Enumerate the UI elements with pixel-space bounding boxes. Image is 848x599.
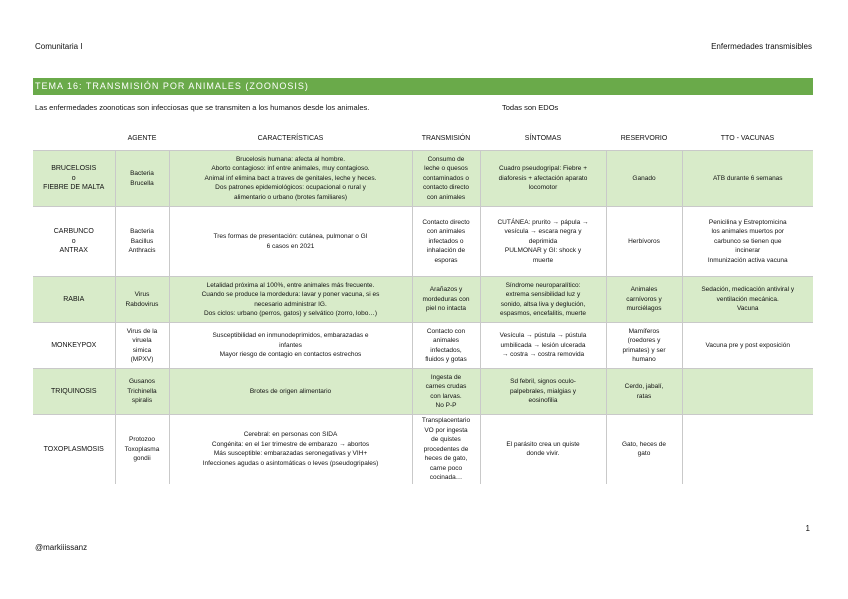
cell-line: contaminados o (423, 174, 469, 182)
cell-line: PULMONAR y GI: shock y (504, 247, 582, 255)
cell-line: Cerdo, jabalí, (624, 383, 664, 390)
cell-line: Bacteria (130, 228, 154, 236)
cell-reservorio (606, 277, 682, 323)
cell-line: Protozoo (128, 436, 156, 443)
cell-sintomas (480, 207, 606, 277)
cell-name (33, 277, 115, 323)
cell-caracteristicas (169, 369, 412, 415)
cell-line: Congénita: en el 1er trimestre de embarazo → abortos (211, 440, 370, 448)
column-header-agente: AGENTE (127, 134, 157, 142)
cell-line: gato (637, 450, 651, 458)
cell-line: TOXOPLASMOSIS (43, 445, 104, 453)
cell-line: inhalación de (426, 247, 466, 255)
cell-line: leche o quesos (424, 165, 468, 173)
cell-line: espasmos, encefalitis, muerte (500, 310, 586, 317)
cell-line: Brucelosis humana: afecta al hombre. (235, 155, 346, 163)
cell-line: Sedación, medicación antiviral y (701, 286, 795, 294)
table-row (33, 277, 813, 323)
cell-line: Rabdovirus (125, 300, 159, 308)
cell-line: o (71, 174, 76, 182)
cell-sintomas (480, 415, 606, 484)
cell-line: con animales (426, 193, 466, 201)
cell-line: Cerebral: en personas con SIDA (243, 431, 338, 439)
cell-line: 6 casos en 2021 (266, 242, 315, 250)
cell-line: Herbívoros (628, 237, 660, 245)
cell-line: Gato, heces de (621, 440, 667, 448)
cell-line: (roedores y (627, 337, 661, 344)
cell-agente (115, 207, 169, 277)
cell-line: Sd febril, signos oculo- (510, 378, 576, 386)
cell-line: Dos patrones epidemiológicos: ocupacional o rural y (215, 184, 366, 192)
cell-line: heces de gato, (424, 455, 468, 462)
header-subject: Comunitaria I (35, 42, 83, 51)
cell-reservorio (606, 151, 682, 207)
footer-handle: @markiiissanz (35, 543, 88, 552)
cell-line: Trichinella (127, 387, 157, 395)
cell-sintomas (480, 369, 606, 415)
cell-line: primates) y ser (622, 346, 666, 354)
cell-line: Susceptibilidad en inmunodeprimidos, embarazadas e (212, 332, 369, 340)
cell-line: Penicilina y Estreptomicina (708, 218, 787, 226)
cell-line: piel no intacta (425, 305, 467, 313)
cell-tto (682, 207, 813, 277)
cell-line: deprimida (528, 237, 558, 245)
cell-tto (682, 151, 813, 207)
cell-line: cocinada… (429, 474, 463, 481)
cell-line: ATB durante 6 semanas (712, 174, 783, 182)
table-row (33, 151, 813, 207)
cell-tto (682, 415, 813, 484)
header-topic: Enfermedades transmisibles (711, 42, 812, 51)
cell-line: Vesícula → pústula → pústula (499, 332, 587, 340)
cell-line: spiralis (131, 397, 153, 405)
cell-line: Gusanos (128, 378, 156, 386)
cell-line: Virus (134, 291, 150, 298)
cell-line: alimentario o urbano (brotes familiares) (233, 193, 348, 201)
cell-line: Contacto directo (422, 218, 470, 226)
cell-line: Ingesta de (430, 373, 462, 381)
table-row (33, 207, 813, 277)
cell-sintomas (480, 277, 606, 323)
cell-transmision (412, 323, 480, 369)
cell-line: umbilicada → lesión ulcerada (500, 341, 586, 349)
cell-transmision (412, 277, 480, 323)
cell-line: Cuadro pseudogripal: Fiebre + (499, 165, 587, 173)
cell-line: fluidos y gotas (425, 356, 467, 363)
cell-transmision (412, 415, 480, 484)
cell-line: CARBUNCO (53, 228, 94, 236)
cell-line: ANTRAX (59, 247, 88, 255)
cell-transmision (412, 369, 480, 415)
cell-line: carne poco (429, 464, 463, 472)
cell-line: Toxoplasma (124, 445, 160, 453)
cell-line: CUTÁNEA: prurito → pápula → (497, 218, 589, 226)
column-header-transmision: TRANSMISIÓN (421, 134, 471, 142)
cell-tto (682, 277, 813, 323)
cell-caracteristicas (169, 415, 412, 484)
cell-line: viruela (132, 337, 152, 344)
cell-line: los animales muertos por (711, 228, 785, 236)
cell-line: Vacuna pre y post exposición (705, 341, 790, 349)
cell-agente (115, 369, 169, 415)
cell-reservorio (606, 207, 682, 277)
column-header-caracteristicas: CARACTERÍSTICAS (257, 134, 324, 142)
intro-note: Todas son EDOs (502, 103, 559, 112)
cell-name (33, 207, 115, 277)
cell-sintomas (480, 323, 606, 369)
cell-line: Consumo de (427, 155, 465, 163)
page-number: 1 (805, 524, 810, 533)
cell-line: (MPXV) (130, 356, 154, 363)
cell-tto (682, 369, 813, 415)
cell-line: Anthracis (128, 247, 156, 255)
section-banner: TEMA 16: TRANSMISIÓN POR ANIMALES (ZOONOSIS) (33, 78, 813, 95)
cell-line: esporas (434, 256, 458, 264)
cell-agente (115, 323, 169, 369)
cell-line: MONKEYPOX (51, 341, 97, 349)
cell-line: contacto directo (423, 184, 469, 192)
cell-agente (115, 151, 169, 207)
cell-line: sonido, altsa liva y deglución, (500, 300, 586, 308)
cell-reservorio (606, 415, 682, 484)
table-row (33, 369, 813, 415)
cell-line: infectados o (428, 237, 464, 245)
column-header (33, 126, 115, 151)
cell-line: Arañazos y (429, 286, 463, 294)
cell-line: El parásito crea un quiste (506, 440, 580, 448)
zoonosis-table (33, 126, 813, 484)
cell-line: mordeduras con (422, 295, 470, 303)
cell-line: BRUCELOSIS (51, 165, 97, 173)
cell-line: Bacillus (130, 237, 154, 245)
table-header-row (33, 126, 813, 151)
cell-caracteristicas (169, 151, 412, 207)
cell-line: → costra → costra removida (501, 351, 585, 359)
cell-line: Inmunización activa vacuna (707, 256, 788, 264)
cell-line: ratas (636, 392, 652, 400)
cell-line: RABIA (63, 295, 85, 303)
column-header-tto-vacunas: TTO - VACUNAS (720, 134, 775, 142)
cell-line: Virus de la (126, 327, 158, 335)
cell-line: palpebrales, mialgias y (509, 387, 577, 395)
cell-caracteristicas (169, 277, 412, 323)
cell-line: Mamíferos (628, 327, 660, 335)
cell-line: Contacto con (426, 327, 466, 335)
cell-line: carnívoros y (626, 295, 662, 303)
cell-reservorio (606, 369, 682, 415)
cell-line: Animal inf elimina bact a traves de genitales, leche y heces. (204, 174, 377, 182)
cell-line: procedentes de (423, 445, 469, 453)
cell-line: Letalidad próxima al 100%, entre animales más frecuente. (206, 281, 375, 289)
cell-name (33, 151, 115, 207)
cell-line: Tres formas de presentación: cutánea, pulmonar o GI (213, 233, 368, 240)
cell-reservorio (606, 323, 682, 369)
cell-line: muerte (532, 256, 554, 264)
cell-line: o (71, 237, 76, 245)
cell-line: locomotor (528, 184, 558, 192)
cell-line: FIEBRE DE MALTA (43, 184, 105, 192)
cell-line: con animales (426, 228, 466, 236)
cell-line: murciélagos (626, 305, 662, 313)
cell-line: No P-P (435, 402, 457, 409)
cell-sintomas (480, 151, 606, 207)
cell-line: Brotes de origen alimentario (249, 387, 332, 395)
cell-line: Mayor riesgo de contagio en contactos estrechos (219, 351, 362, 359)
cell-line: Infecciones agudas o asintomáticas o leves (pseudogripales) (202, 459, 379, 467)
cell-line: vesícula → escara negra y (504, 228, 582, 236)
cell-line: animales (432, 337, 459, 344)
cell-line: simica (132, 346, 152, 354)
cell-line: Vacuna (736, 305, 759, 313)
cell-line: Cuando se produce la mordedura: lavar y poner vacuna, si es (201, 291, 380, 298)
cell-line: Animales (630, 286, 658, 294)
cell-line: gondii (133, 455, 151, 462)
cell-line: Brucella (130, 179, 154, 187)
cell-line: de quistes (431, 436, 461, 443)
cell-name (33, 415, 115, 484)
cell-transmision (412, 207, 480, 277)
cell-line: Bacteria (130, 170, 154, 177)
cell-line: infantes (279, 341, 302, 349)
table-row (33, 415, 813, 484)
cell-line: diaforesis + afectación aparato (498, 174, 588, 182)
cell-line: Más susceptible: embarazadas seronegativas y VIH+ (213, 450, 368, 458)
cell-line: necesario administrar IG. (254, 300, 327, 308)
cell-line: Dos ciclos: urbano (perros, gatos) y selvático (zorro, lobo…) (203, 310, 378, 317)
cell-line: extrema sensibilidad luz y (505, 291, 581, 298)
cell-line: eosinofilia (528, 397, 558, 405)
cell-line: Aborto contagioso: inf entre animales, muy contagioso. (211, 165, 370, 173)
table-row (33, 323, 813, 369)
cell-line: con larvas. (430, 392, 462, 400)
cell-line: TRIQUINOSIS (50, 387, 97, 395)
cell-line: Ganado (632, 174, 656, 182)
cell-line: donde vivir. (526, 450, 560, 458)
cell-caracteristicas (169, 207, 412, 277)
cell-tto (682, 323, 813, 369)
cell-name (33, 323, 115, 369)
cell-line: Síndrome neuroparalítico: (505, 281, 581, 289)
cell-line: ventilación mecánica. (716, 295, 779, 303)
cell-line: Transplacentario (421, 417, 471, 424)
cell-agente (115, 415, 169, 484)
cell-line: VO por ingesta (424, 426, 468, 434)
cell-line: carbunco se tienen que (713, 237, 782, 245)
cell-caracteristicas (169, 323, 412, 369)
cell-line: incinerar (735, 247, 761, 255)
cell-line: humano (632, 356, 656, 363)
cell-agente (115, 277, 169, 323)
cell-line: infectados, (430, 346, 462, 354)
cell-name (33, 369, 115, 415)
cell-transmision (412, 151, 480, 207)
column-header-sintomas: SÍNTOMAS (524, 134, 562, 142)
column-header-reservorio: RESERVORIO (620, 134, 668, 142)
intro-text: Las enfermedades zoonoticas son infecciosas que se transmiten a los humanos desde los animales. (35, 103, 370, 112)
cell-line: carnes crudas (425, 383, 467, 390)
